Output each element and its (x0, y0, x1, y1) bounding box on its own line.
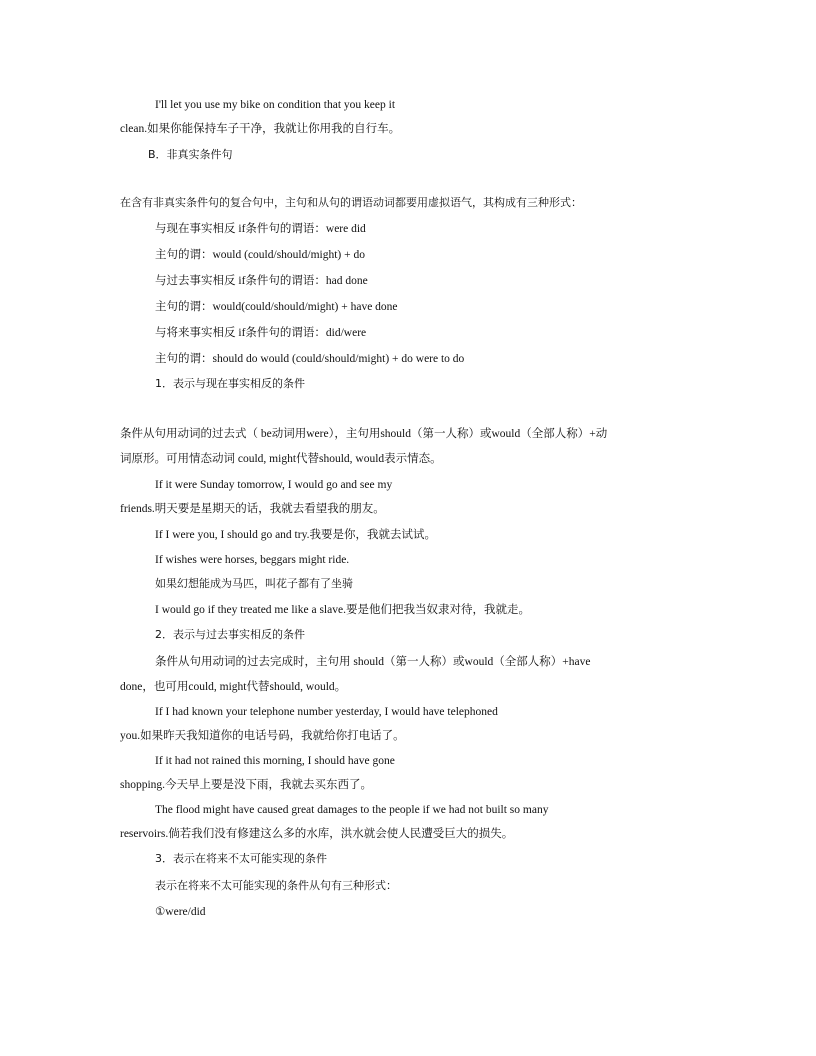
example-sentence: If it had not rained this morning, I should have gone (155, 755, 395, 767)
paragraph: 在含有非真实条件句的复合句中，主句和从句的谓语动词都要用虚拟语气，其构成有三种形式： (120, 196, 582, 209)
paragraph: 条件从句用动词的过去完成时，主句用 should（第一人称）或would（全部人称）+have (155, 656, 591, 668)
paragraph: done，也可用could, might代替should, would。 (120, 681, 347, 693)
subsection-heading: 3．表示在将来不太可能实现的条件 (155, 852, 327, 865)
rule-line: 与将来事实相反 if条件句的谓语：did/were (155, 327, 367, 339)
subsection-heading: 2．表示与过去事实相反的条件 (155, 628, 305, 641)
example-translation: shopping.今天早上要是没下雨，我就去买东西了。 (120, 779, 373, 791)
example-translation: you.如果昨天我知道你的电话号码，我就给你打电话了。 (120, 730, 405, 742)
example-sentence: I would go if they treated me like a slave.要是他们把我当奴隶对待，我就走。 (155, 604, 530, 616)
example-translation: 如果幻想能成为马匹，叫花子都有了坐骑 (155, 577, 353, 590)
example-sentence: The flood might have caused great damages to the people if we had not built so many (155, 804, 549, 816)
example-translation: clean.如果你能保持车子干净，我就让你用我的自行车。 (120, 123, 401, 135)
paragraph: 词原形。可用情态动词 could, might代替should, would表示情态。 (120, 453, 442, 465)
rule-line: 主句的谓：would (could/should/might) + do (155, 249, 365, 261)
rule-line: 主句的谓：would(could/should/might) + have done (155, 301, 398, 313)
example-sentence: If wishes were horses, beggars might ride. (155, 554, 350, 566)
rule-line: 与现在事实相反 if条件句的谓语：were did (155, 223, 366, 235)
rule-line: 主句的谓：should do would (could/should/might) + do were to do (155, 353, 465, 365)
paragraph: 表示在将来不太可能实现的条件从句有三种形式： (155, 879, 397, 892)
section-heading: B．非真实条件句 (148, 148, 233, 161)
example-sentence: If I had known your telephone number yesterday, I would have telephoned (155, 706, 498, 718)
example-translation: friends.明天要是星期天的话，我就去看望我的朋友。 (120, 503, 385, 515)
example-sentence: I'll let you use my bike on condition that you keep it (155, 99, 396, 111)
paragraph: 条件从句用动词的过去式（ be动词用were），主句用should（第一人称）或would（全部人称）+动 (120, 428, 608, 440)
example-sentence: If it were Sunday tomorrow, I would go and see my (155, 479, 393, 491)
list-item: ①were/did (155, 906, 206, 918)
subsection-heading: 1．表示与现在事实相反的条件 (155, 377, 305, 390)
example-translation: reservoirs.倘若我们没有修建这么多的水库，洪水就会使人民遭受巨大的损失。 (120, 828, 514, 840)
example-sentence: If I were you, I should go and try.我要是你，我就去试试。 (155, 529, 436, 541)
rule-line: 与过去事实相反 if条件句的谓语：had done (155, 275, 368, 287)
